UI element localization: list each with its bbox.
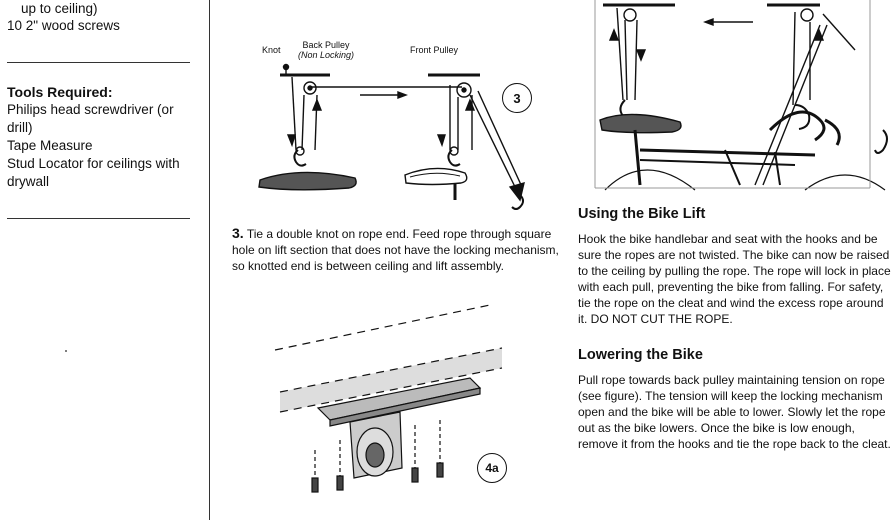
step3-number: 3. <box>232 225 244 241</box>
knot-label: Knot <box>262 45 281 55</box>
tool-item: Stud Locator for ceilings with drywall <box>7 156 180 189</box>
step3-instructions <box>232 225 562 274</box>
lowering-section <box>578 346 894 452</box>
back-pulley-note: (Non Locking) <box>297 50 355 60</box>
tools-heading: Tools Required: <box>7 84 113 100</box>
using-section <box>578 205 894 327</box>
lowering-heading: Lowering the Bike <box>578 347 703 363</box>
front-pulley-label: Front Pulley <box>409 45 459 55</box>
step3-diagram <box>240 55 540 225</box>
divider <box>7 218 190 219</box>
parts-list-line: 10 2" wood screws <box>7 18 120 33</box>
parts-list-line: up to ceiling) <box>21 1 98 16</box>
tool-item: Tape Measure <box>7 138 93 153</box>
tools-section <box>7 83 202 191</box>
lowering-text: Pull rope towards back pulley maintaining tension on rope (see figure). The tension will keep the locking mechanism open and the bike will be able to lower. Slowly let the rope out as the bike lowers. Once the bike is low enough, remove it from the hooks and tie the rope back to the cleat. <box>578 373 891 451</box>
using-text: Hook the bike handlebar and seat with the hooks and be sure the ropes are not twisted. The bike can now be raised to the ceiling by pulling the rope. The rope will lock in place with each pull, preventing the bike from falling. For safety, tie the rope on the cleat and wind the excess rope around it. DO NOT CUT THE ROPE. <box>578 232 891 326</box>
step4a-badge: 4a <box>477 453 507 483</box>
sidebar-panel <box>0 0 210 520</box>
step3-text: Tie a double knot on rope end. Feed rope through square hole on lift section that does not have the locking mechanism, so knotted end is between ceiling and lift assembly. <box>232 227 559 273</box>
divider <box>7 62 190 63</box>
bike-lift-diagram <box>595 0 894 190</box>
step3-badge: 3 <box>502 83 532 113</box>
stray-dot <box>65 350 67 352</box>
parts-list <box>7 0 202 34</box>
using-heading: Using the Bike Lift <box>578 206 706 222</box>
tool-item: Philips head screwdriver (or drill) <box>7 102 174 135</box>
back-pulley-title: Back Pulley <box>302 40 350 50</box>
